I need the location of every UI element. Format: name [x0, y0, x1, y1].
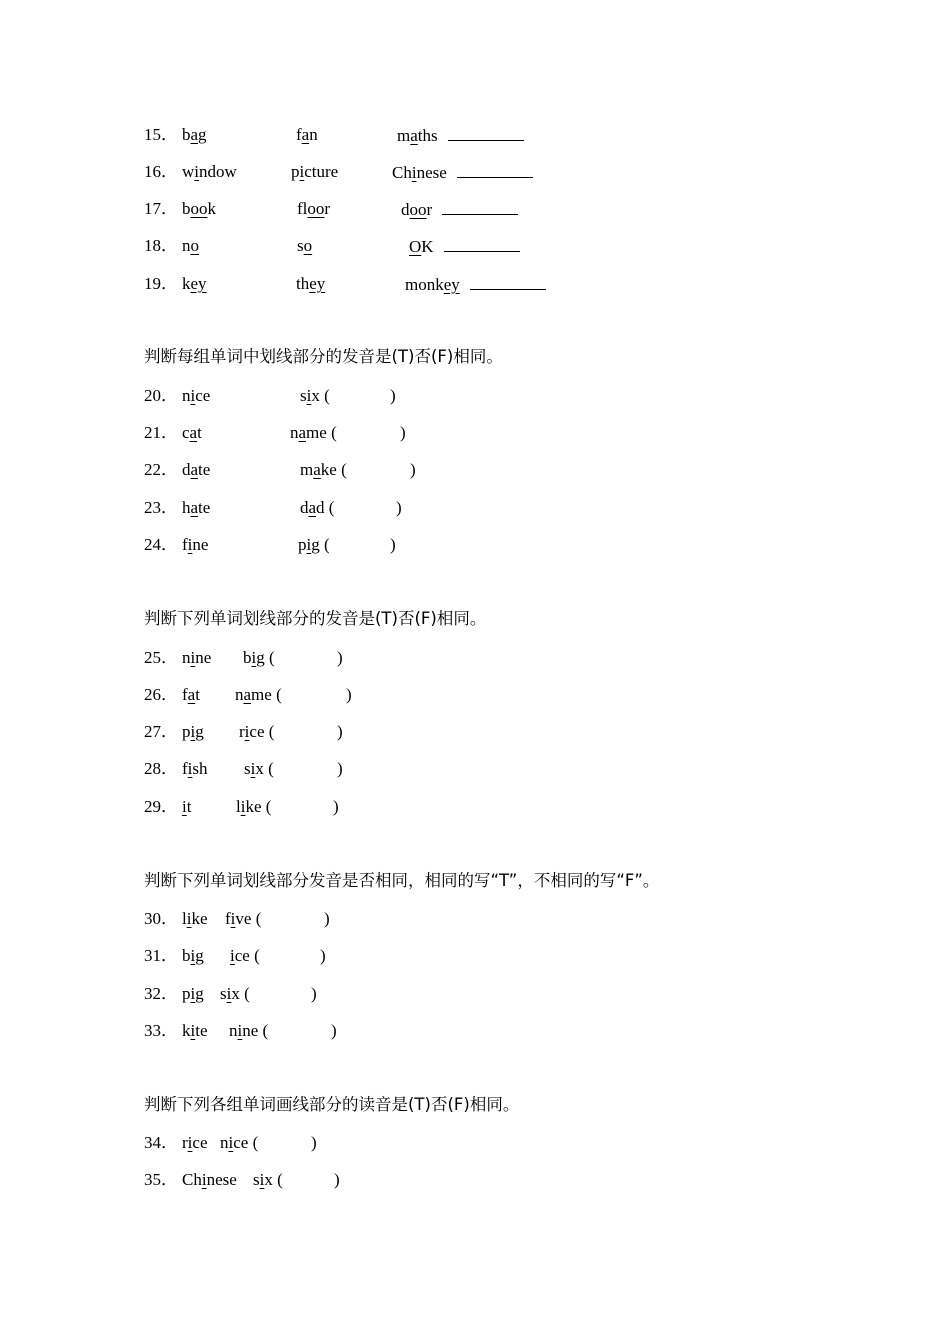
question-number: 15． — [144, 125, 178, 144]
answer-blank[interactable] — [444, 234, 520, 252]
answer-paren-close[interactable]: ) — [337, 722, 343, 741]
word-1: nice — [182, 386, 211, 405]
word-2: floor — [297, 199, 331, 218]
question-number: 32． — [144, 984, 178, 1003]
answer-blank[interactable] — [457, 160, 533, 178]
answer-paren-close[interactable]: ) — [334, 1170, 340, 1189]
word-2: six ( — [253, 1170, 283, 1189]
word-2: so — [297, 236, 313, 255]
answer-paren-close[interactable]: ) — [346, 685, 352, 704]
word-1: kite — [182, 1021, 208, 1040]
answer-paren-close[interactable]: ) — [331, 1021, 337, 1040]
word-1: bag — [182, 125, 207, 144]
answer-paren-close[interactable]: ) — [390, 386, 396, 405]
word-2: six ( — [300, 386, 330, 405]
word-1: nine — [182, 648, 212, 667]
answer-blank[interactable] — [470, 272, 546, 290]
word-1: rice — [182, 1133, 208, 1152]
question-number: 23． — [144, 498, 178, 517]
word-2: ice ( — [230, 946, 260, 965]
word-1: fish — [182, 759, 208, 778]
section-instruction-4: 判断下列各组单词画线部分的读音是(T)否(F)相同。 — [144, 1095, 520, 1114]
question-number: 26． — [144, 685, 178, 704]
question-number: 24． — [144, 535, 178, 554]
question-number: 35． — [144, 1170, 178, 1189]
answer-paren-close[interactable]: ) — [324, 909, 330, 928]
answer-paren-close[interactable]: ) — [320, 946, 326, 965]
question-number: 28． — [144, 759, 178, 778]
word-1: pig — [182, 984, 204, 1003]
word-1: like — [182, 909, 208, 928]
word-1: pig — [182, 722, 204, 741]
word-2: fan — [296, 125, 318, 144]
question-number: 17． — [144, 199, 178, 218]
answer-paren-close[interactable]: ) — [311, 1133, 317, 1152]
question-number: 21． — [144, 423, 178, 442]
word-2: like ( — [236, 797, 272, 816]
question-number: 18． — [144, 236, 178, 255]
word-2: name ( — [290, 423, 337, 442]
word-1: key — [182, 274, 207, 293]
section-instruction-3: 判断下列单词划线部分发音是否相同，相同的写“T”，不相同的写“F”。 — [144, 871, 660, 890]
word-2: six ( — [244, 759, 274, 778]
word-3: monkey — [405, 272, 546, 297]
word-1: cat — [182, 423, 202, 442]
word-1: Chinese — [182, 1170, 237, 1189]
word-2: name ( — [235, 685, 282, 704]
word-3: OK — [409, 234, 520, 259]
word-2: big ( — [243, 648, 275, 667]
question-number: 33． — [144, 1021, 178, 1040]
word-3: maths — [397, 123, 524, 148]
section-instruction-1: 判断每组单词中划线部分的发音是(T)否(F)相同。 — [144, 347, 503, 366]
word-2: six ( — [220, 984, 250, 1003]
answer-paren-close[interactable]: ) — [410, 460, 416, 479]
word-2: nice ( — [220, 1133, 259, 1152]
word-1: fine — [182, 535, 209, 554]
question-number: 30． — [144, 909, 178, 928]
word-2: five ( — [225, 909, 262, 928]
word-2: rice ( — [239, 722, 275, 741]
word-1: book — [182, 199, 216, 218]
question-number: 25． — [144, 648, 178, 667]
word-1: fat — [182, 685, 200, 704]
word-2: make ( — [300, 460, 347, 479]
word-2: they — [296, 274, 326, 293]
answer-blank[interactable] — [448, 123, 524, 141]
question-number: 31． — [144, 946, 178, 965]
answer-paren-close[interactable]: ) — [333, 797, 339, 816]
question-number: 19． — [144, 274, 178, 293]
word-2: pig ( — [298, 535, 330, 554]
answer-paren-close[interactable]: ) — [396, 498, 402, 517]
question-number: 20． — [144, 386, 178, 405]
word-2: nine ( — [229, 1021, 269, 1040]
answer-paren-close[interactable]: ) — [390, 535, 396, 554]
question-number: 34． — [144, 1133, 178, 1152]
answer-paren-close[interactable]: ) — [400, 423, 406, 442]
question-number: 29． — [144, 797, 178, 816]
word-1: date — [182, 460, 211, 479]
answer-paren-close[interactable]: ) — [311, 984, 317, 1003]
question-number: 27． — [144, 722, 178, 741]
answer-paren-close[interactable]: ) — [337, 648, 343, 667]
word-1: hate — [182, 498, 211, 517]
answer-paren-close[interactable]: ) — [337, 759, 343, 778]
question-number: 22． — [144, 460, 178, 479]
word-2: picture — [291, 162, 339, 181]
word-1: it — [182, 797, 192, 816]
word-1: window — [182, 162, 237, 181]
section-instruction-2: 判断下列单词划线部分的发音是(T)否(F)相同。 — [144, 609, 487, 628]
question-number: 16． — [144, 162, 178, 181]
word-1: no — [182, 236, 199, 255]
word-1: big — [182, 946, 204, 965]
answer-blank[interactable] — [442, 197, 518, 215]
word-3: Chinese — [392, 160, 533, 185]
word-3: door — [401, 197, 518, 222]
word-2: dad ( — [300, 498, 335, 517]
